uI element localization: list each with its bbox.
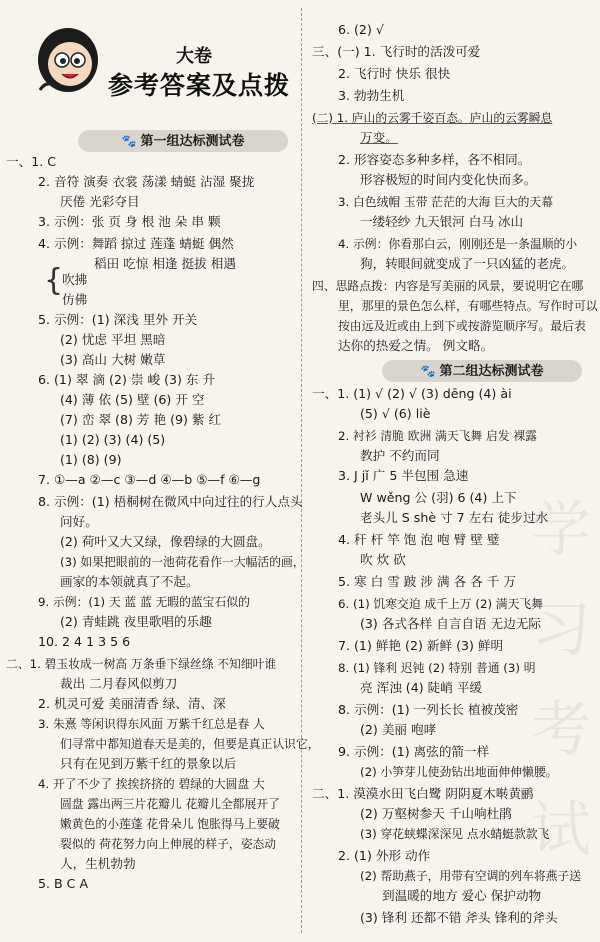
answer-line: 二、1. 碧玉妆成一树高 万条垂下绿丝绦 不知细叶谁 [6, 657, 277, 671]
answer-line: 圆盘 露出两三片花瓣儿 花瓣儿全都展开了 [60, 797, 280, 811]
answer-line: 里，那里的景色怎么样，有哪些特点。写作时可以 [338, 299, 598, 313]
answer-line: (3) 高山 大树 嫩草 [60, 352, 166, 367]
answer-line: 亮 浑浊 (4) 陡峭 平缓 [360, 680, 483, 695]
section-title-1 [78, 130, 288, 152]
answer-line: 一、1. C [6, 154, 56, 169]
answer-line: 教护 不约而同 [360, 448, 440, 463]
svg-text:试: 试 [531, 795, 591, 865]
answer-line: 5. B C A [38, 876, 89, 891]
answer-line: 10. 2 4 1 3 5 6 [38, 634, 131, 649]
answer-line: (2) 万壑树参天 千山响杜鹃 [360, 806, 512, 821]
answer-line: (2) 美丽 咆哮 [360, 722, 437, 737]
answer-line: (2) 青蛙跳 夜里歌唱的乐趣 [60, 614, 212, 629]
answer-line: 7. ①—a ②—c ③—d ④—b ⑤—f ⑥—g [38, 472, 261, 487]
answer-line: 裂似的 荷花努力向上伸展的样子，姿态动 [60, 837, 277, 851]
answer-line: 三、(一) 1. 飞行时的活泼可爱 [312, 44, 481, 59]
answer-line: 按由远及近或由上到下或按游览顺序写。最后表 [338, 319, 586, 333]
answer-line: (1) (2) (3) (4) (5) [60, 432, 166, 447]
answer-line: 一缕轻纱 九天银河 白马 冰山 [360, 214, 524, 229]
answer-line: 4. 示例：舞蹈 掠过 莲蓬 蜻蜓 偶然 [38, 236, 234, 251]
answer-line: 形容极短的时间内变化快而多。 [360, 172, 537, 187]
answer-line: 8. (1) 锋利 迟钝 (2) 特别 普通 (3) 明 [338, 661, 536, 675]
paw-icon: 🐾 [420, 364, 436, 378]
answer-line: 厌倦 光彩夺目 [60, 194, 140, 209]
answer-line: 3. J jǐ 广 5 半包围 急速 [338, 468, 469, 483]
answer-line: 四、思路点拨：内容是写美丽的风景，要说明它在哪 [312, 279, 584, 293]
answer-line: (4) 薄 依 (5) 壁 (6) 开 空 [60, 392, 205, 407]
answer-line: 万变。 [360, 130, 398, 145]
answer-line: (2) 帮助燕子，用带有空调的列车将燕子送 [360, 869, 582, 883]
answer-line: (2) 小笋芽儿使劲钻出地面伸伸懒腰。 [360, 765, 558, 779]
answer-line: 吹拂 [62, 272, 88, 287]
answer-line: 仿佛 [62, 292, 88, 307]
answer-line: 4. 秆 杆 竿 饱 泡 咆 臂 壁 璧 [338, 532, 500, 547]
answer-line: W wěng 公 (羽) 6 (4) 上下 [360, 490, 517, 505]
answer-line: 8. 示例：(1) 梧桐树在微风中向过往的行人点头 [38, 494, 303, 509]
svg-text:考: 考 [531, 695, 591, 765]
paw-icon: 🐾 [121, 134, 137, 148]
section-title-2 [382, 360, 582, 382]
answer-line: 2. 形容姿态多种多样，各不相同。 [338, 152, 531, 167]
answer-line: 7. (1) 鲜艳 (2) 新鲜 (3) 鲜明 [338, 638, 504, 653]
answer-line: 4. 示例：你看那白云，刚刚还是一条温顺的小 [338, 237, 578, 251]
svg-text:学: 学 [531, 495, 591, 565]
answer-line: (5) √ (6) liè [360, 406, 431, 421]
answer-line: 2. 衬衫 清脆 欧洲 满天飞舞 启发 裸露 [338, 429, 537, 443]
answer-line: 狗，转眼间就变成了一只凶猛的老虎。 [360, 256, 575, 271]
svg-text:习: 习 [531, 595, 591, 665]
answer-line: 2. 机灵可爱 美丽清香 绿、清、深 [38, 696, 226, 711]
answer-line: (3) 锋利 还都不错 斧头 锋利的斧头 [360, 910, 558, 925]
answer-line: 3. 勃勃生机 [338, 88, 405, 103]
answer-line: (7) 峦 翠 (8) 芳 艳 (9) 紫 红 [60, 412, 222, 427]
answer-line: (3) 穿花蛱蝶深深见 点水蜻蜓款款飞 [360, 827, 550, 841]
answer-line: 2. (1) 外形 动作 [338, 848, 431, 863]
answer-line: 6. (1) 翠 滴 (2) 崇 峻 (3) 东 升 [38, 372, 216, 387]
answer-line: 3. 朱熹 等闲识得东风面 万紫千红总是春 人 [38, 717, 265, 731]
answer-line: 8. 示例：(1) 一列长长 植被茂密 [338, 702, 519, 717]
answer-line: 达你的热爱之情。 例文略。 [338, 338, 494, 353]
header-big-title: 参考答案及点拨 [108, 71, 291, 100]
answer-line: 老头儿 S shè 寸 7 左右 徒步过水 [360, 510, 549, 525]
answer-line: 5. 寒 白 雪 跛 涉 满 各 各 千 万 [338, 574, 516, 589]
answer-line: (2) 荷叶又大又绿，像碧绿的大圆盘。 [60, 534, 271, 549]
answer-line: 吹 炊 砍 [360, 552, 406, 567]
answer-line: 裁出 二月春风似剪刀 [60, 676, 178, 691]
answer-line: 2. 音符 演奏 衣裳 荡漾 蜻蜓 沾湿 聚拢 [38, 174, 255, 189]
section-title-text: 第二组达标测试卷 [439, 364, 544, 379]
section-title-text: 第一组达标测试卷 [140, 134, 245, 149]
answer-line: 2. 飞行时 快乐 很快 [338, 66, 451, 81]
answer-line: 9. 示例：(1) 天 蓝 蓝 无暇的蓝宝石似的 [38, 595, 250, 609]
answer-line: 们寻常中都知道春天是美的，但要是真正认识它， [60, 737, 320, 751]
answer-line: 只有在见到万紫千红的景象以后 [60, 756, 237, 771]
brace-mark: { [44, 263, 64, 298]
answer-line: 稻田 吃惊 相逢 挺拔 相遇 [94, 256, 236, 271]
answer-line: 6. (1) 饥寒交迫 成千上万 (2) 满天飞舞 [338, 597, 543, 611]
answer-line: 画家的本领就真了不起。 [60, 574, 199, 589]
mascot-icon [26, 20, 116, 110]
watermark-graphic [526, 470, 596, 890]
answer-line: 到温暖的地方 爱心 保护动物 [382, 888, 542, 903]
header-small-title: 大卷 [176, 46, 212, 67]
column-divider [301, 8, 302, 933]
answer-line: 9. 示例：(1) 离弦的箭一样 [338, 744, 490, 759]
answer-line: 嫩黄色的小莲蓬 花骨朵儿 饱胀得马上要破 [60, 817, 280, 831]
answer-line: (2) 忧虑 平坦 黑暗 [60, 332, 166, 347]
answer-line: 二、1. 漠漠水田飞白鹭 阴阴夏木啭黄鹂 [312, 786, 534, 801]
answer-line: (二) 1. 庐山的云雾千姿百态。庐山的云雾瞬息 [312, 111, 553, 125]
answer-line: 3. 示例：张 页 身 根 池 朵 串 颗 [38, 214, 221, 229]
answer-line: 3. 白色绒帽 玉带 茫茫的大海 巨大的天幕 [338, 195, 554, 209]
answer-line: 一、1. (1) √ (2) √ (3) dēng (4) ài [312, 386, 512, 401]
answer-line: 5. 示例：(1) 深浅 里外 开关 [38, 312, 198, 327]
answer-line: (3) 如果把眼前的一池荷花看作一大幅活的画， [60, 555, 305, 569]
answer-line: 6. (2) √ [338, 22, 384, 37]
watermark [526, 470, 596, 890]
answer-line: 人，生机勃勃 [60, 856, 136, 871]
answer-line: (1) (8) (9) [60, 452, 122, 467]
answer-line: 4. 开了不少了 挨挨挤挤的 碧绿的大圆盘 大 [38, 777, 265, 791]
answer-line: 问好。 [60, 514, 98, 529]
answer-line: (3) 各式各样 自言自语 无边无际 [360, 616, 541, 631]
header-banner [26, 8, 296, 120]
